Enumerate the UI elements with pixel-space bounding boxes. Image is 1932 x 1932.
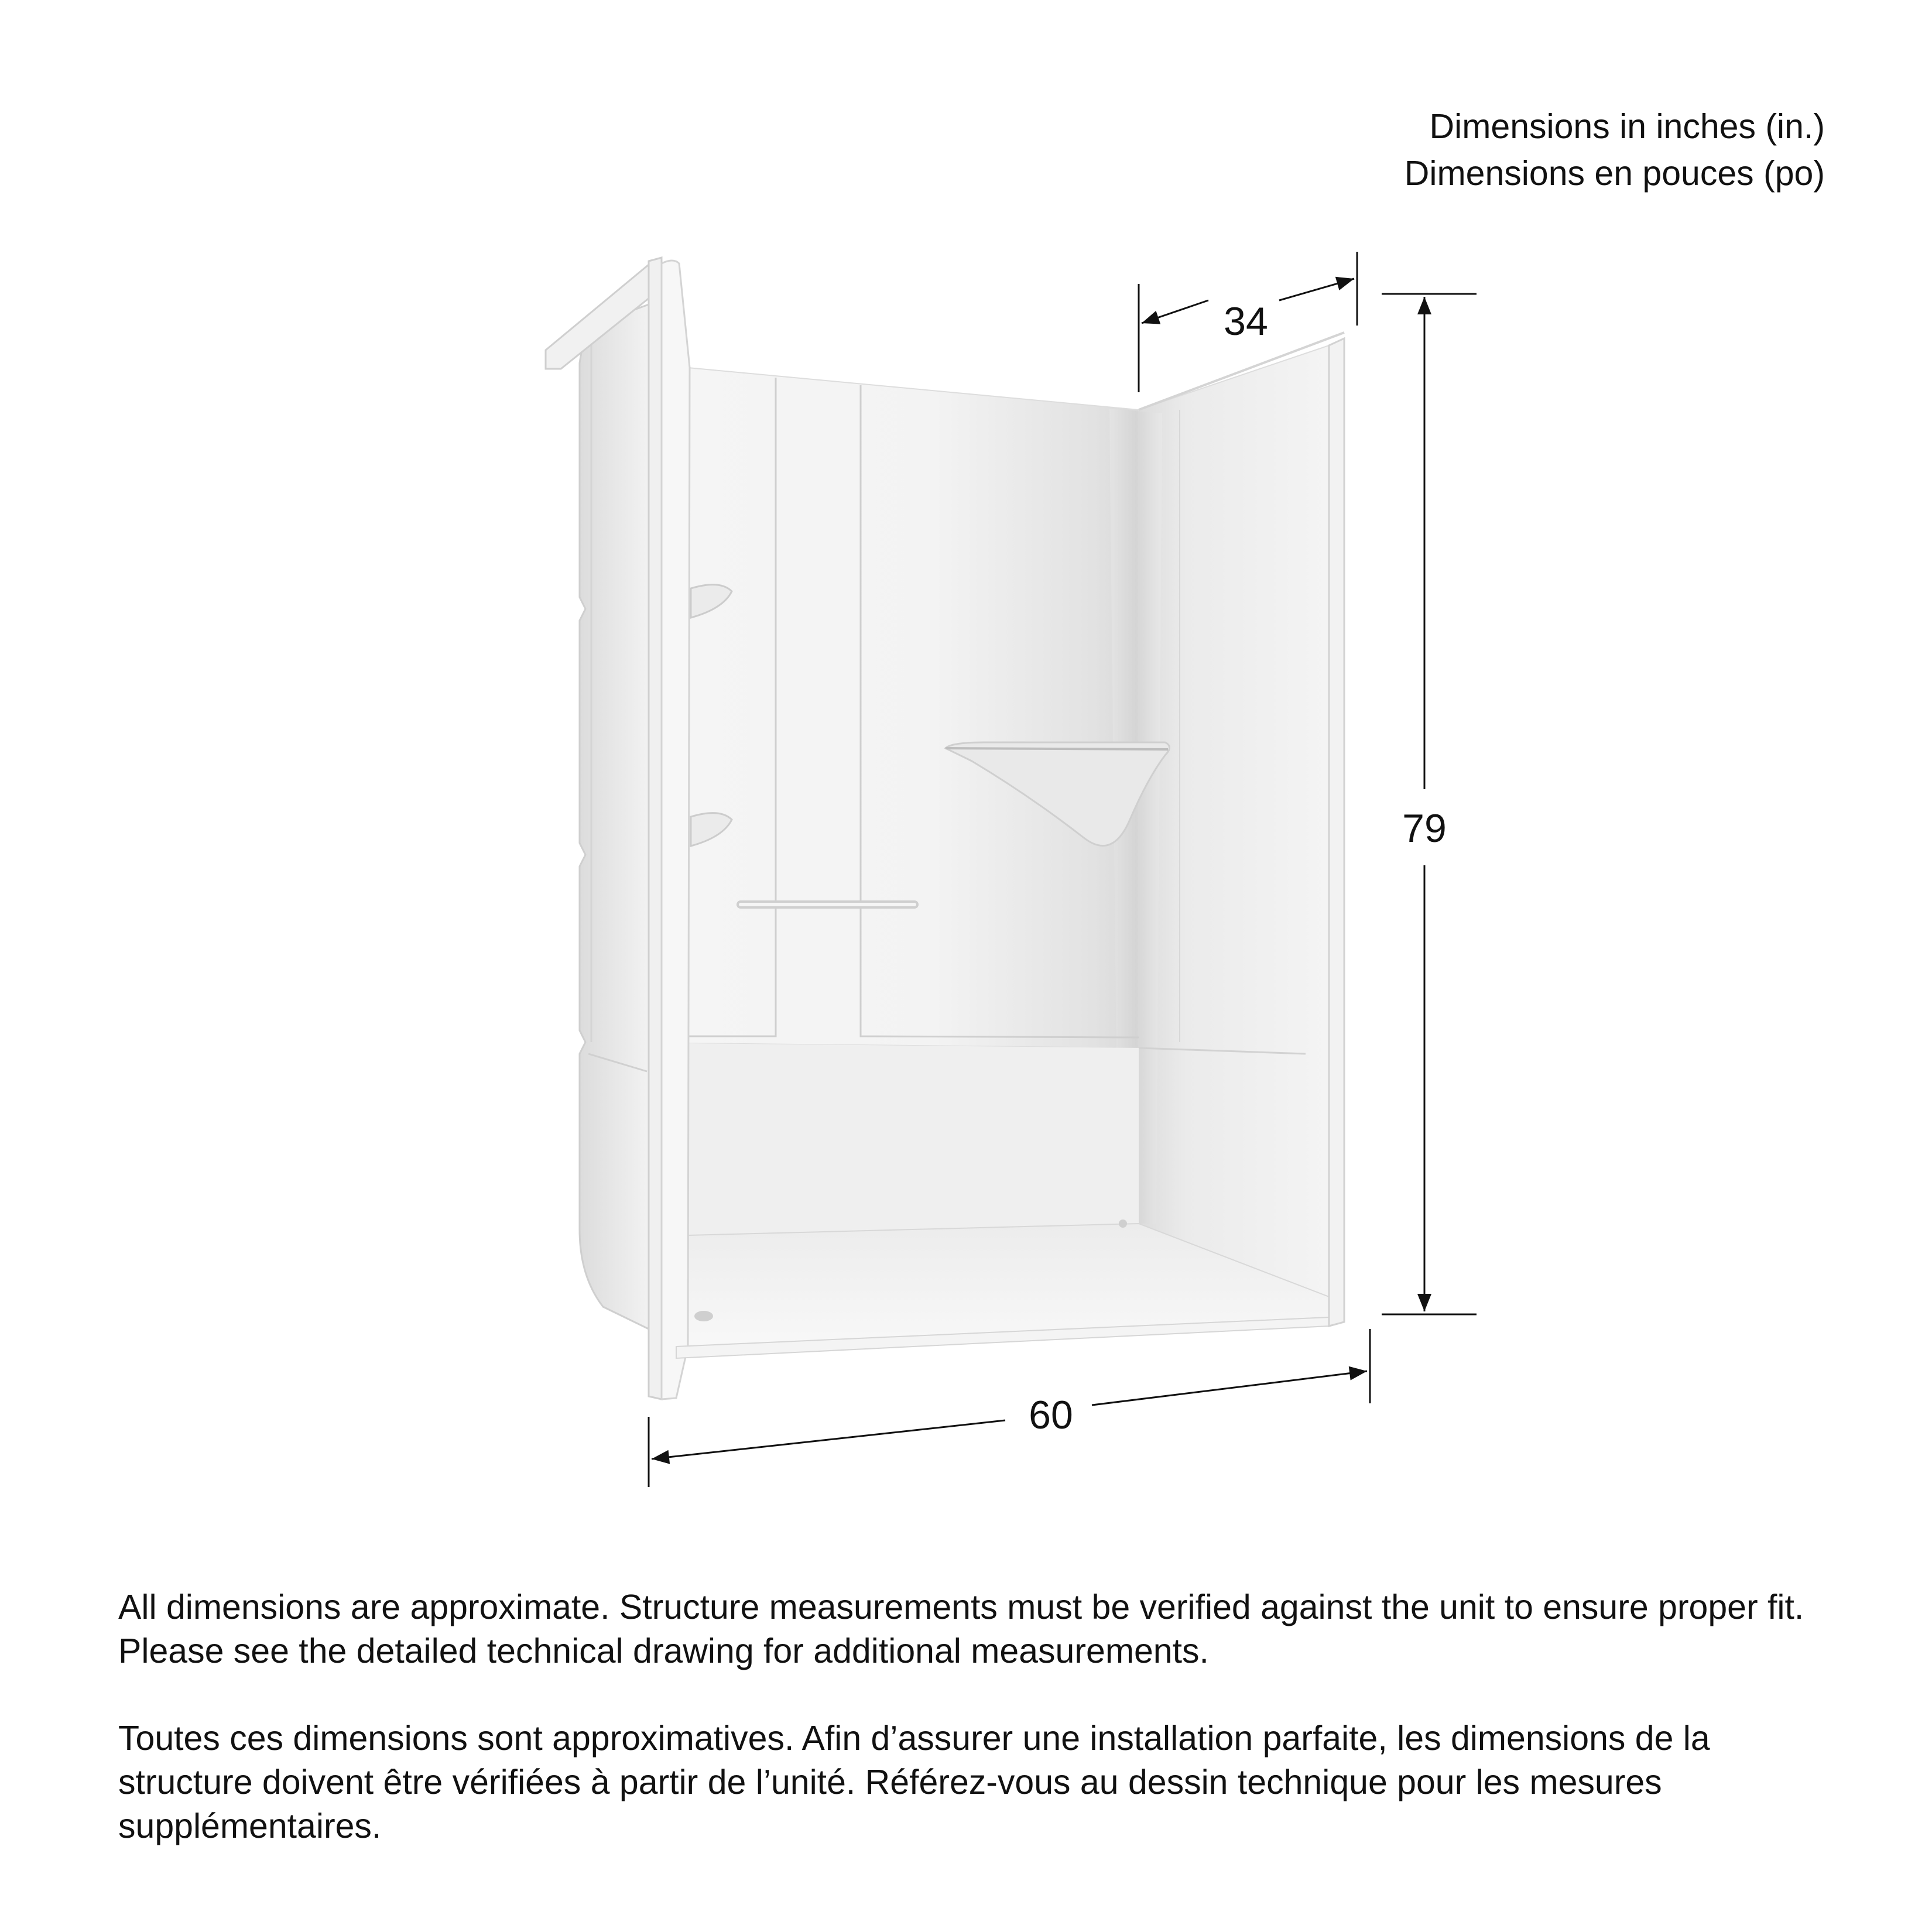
- front-right-flange: [1329, 338, 1344, 1326]
- left-exterior-panel: [580, 304, 649, 1329]
- units-caption-fr: Dimensions en pouces (po): [1404, 154, 1825, 193]
- front-left-flange: [649, 258, 662, 1399]
- disclaimer-en: All dimensions are approximate. Structure measurements must be verified against the unit to ensure proper fit. Please see the detailed technical drawing for additional measurements.: [118, 1588, 1804, 1670]
- depth-label: 34: [1224, 299, 1268, 344]
- shower-unit: [546, 258, 1344, 1399]
- units-caption-en: Dimensions in inches (in.): [1429, 107, 1825, 146]
- disclaimer-fr: Toutes ces dimensions sont approximatives. Afin d’assurer une installation parfaite, les dimensions de la structure doivent être vérifiées à partir de l’unité. Référez-vous au dessin technique pour les mesures supplémentaires.: [118, 1719, 1710, 1845]
- back-wall: [688, 368, 1139, 1048]
- side-wall: [1139, 345, 1329, 1297]
- front-left-post: [662, 261, 690, 1399]
- width-label: 60: [1029, 1393, 1073, 1437]
- dimension-height: [1382, 294, 1477, 1314]
- drain: [694, 1311, 713, 1321]
- height-label: 79: [1402, 806, 1447, 851]
